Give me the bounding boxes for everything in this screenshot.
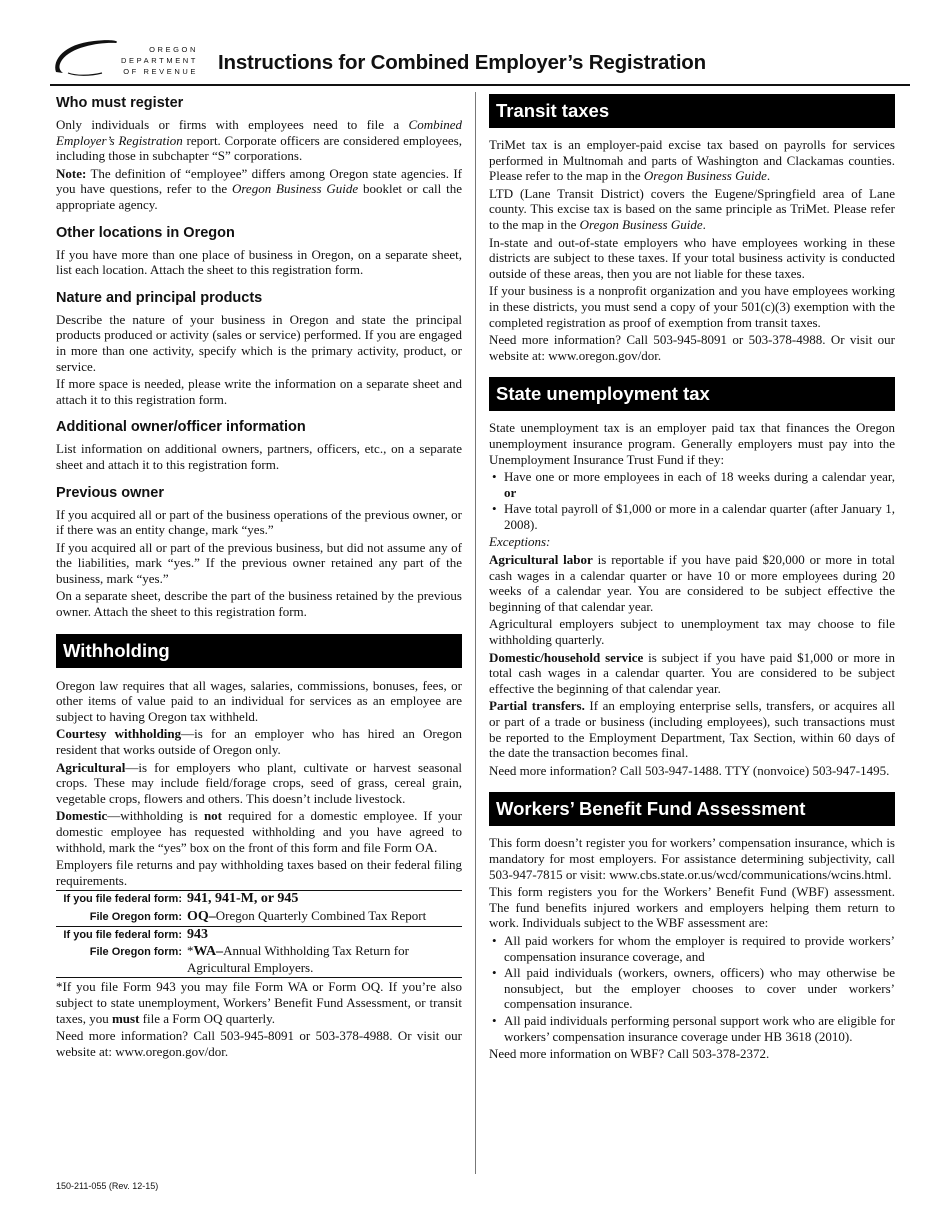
page-title: Instructions for Combined Employer’s Registration	[218, 51, 706, 74]
page-header	[50, 36, 910, 86]
section-heading: Additional owner/officer information	[56, 419, 306, 436]
fed-form-label: If you file federal form:	[63, 893, 182, 906]
bullet-list	[489, 469, 895, 532]
paragraph: If you acquired all or part of the previous business, but did not assume any of the liabilities, mark “yes.” If the previous owner retained any part of the business, mark “yes.”	[56, 539, 462, 586]
paragraph: Partial transfers. If an employing enterprise sells, transfers, or acquires all or part of a trade or business (including employees), such transactions must be reported to the Employment Department, Tax Section, within 60 days of the date the transaction becomes final.	[489, 698, 895, 761]
list-item: • All paid individuals (workers, owners, officers) who may otherwise be nonsubject, but the employer chooses to cover under workers’ compensation insurance.	[489, 965, 895, 1012]
paragraph: This form registers you for the Workers’ Benefit Fund (WBF) assessment. The fund benefits injured workers and employers helping them return to work. Individuals subject to the WBF assessment are:	[489, 884, 895, 931]
section-heading: Nature and principal products	[56, 289, 263, 306]
paragraph: Employers file returns and pay withholding taxes based on their federal filing requirements.	[56, 857, 462, 888]
section-transit-taxes	[489, 94, 895, 363]
or-form-label: File Oregon form:	[89, 910, 182, 923]
column-divider	[475, 92, 476, 1174]
form-row-fed-1	[56, 890, 462, 908]
paragraph: Domestic—withholding is not required for a domestic employee. If your domestic employee has requested withholding and you have agreed to withhold, mark the “yes” box on the front of this form and file Form OA.	[56, 808, 462, 855]
or-form-value: OQ–Oregon Quarterly Combined Tax Report	[187, 907, 427, 924]
paragraph: If you have more than one place of business in Oregon, on a separate sheet, list each location. Attach the sheet to this registration form.	[56, 246, 462, 278]
form-row-fed-2	[56, 926, 462, 944]
more-info-paragraph: Need more information? Call 503-945-8091 or 503-378-4988. Or visit our website at: www.oregon.gov/dor.	[489, 332, 895, 363]
section-banner-withholding: Withholding	[56, 634, 462, 668]
more-info-paragraph: Need more information? Call 503-945-8091 or 503-378-4988. Or visit our website at: www.oregon.gov/dor.	[56, 1028, 462, 1059]
section-state-unemployment	[489, 377, 895, 778]
section-heading: Who must register	[56, 95, 184, 111]
left-column	[56, 94, 462, 1061]
paragraph: Describe the nature of your business in Oregon and state the principal products produced or activity (sales or service) performed. If you are engaged in more than one activity, specify which is the primary activity, product, or service.	[56, 311, 462, 374]
form-row-or-1	[56, 908, 462, 926]
section-heading: Previous owner	[56, 484, 164, 501]
more-info-paragraph: Need more information on WBF? Call 503-378-2372.	[489, 1046, 770, 1062]
logo-line-3: OF REVENUE	[123, 67, 198, 76]
section-banner-wbf: Workers’ Benefit Fund Assessment	[489, 792, 895, 826]
bullet-list	[489, 933, 895, 1044]
section-nature-products	[56, 289, 462, 408]
section-other-locations	[56, 224, 462, 278]
paragraph: On a separate sheet, describe the part of the business retained by the previous owner. Attach the sheet to this registration form.	[56, 588, 462, 620]
paragraph: Agricultural—is for employers who plant, cultivate or harvest seasonal crops. These may include field/forage crops, seed of grass, cereal grain, vegetable crops, flowers and others. This doesn’t include livestock.	[56, 759, 462, 806]
note-paragraph: Note: The definition of “employee” differs among Oregon state agencies. If you have questions, refer to the Oregon Business Guide booklet or call the appropriate agency.	[56, 165, 462, 212]
paragraph: State unemployment tax is an employer paid tax that finances the Oregon unemployment insurance program. Generally employers must pay into the Unemployment Insurance Trust Fund if they:	[489, 420, 895, 467]
section-who-must-register	[56, 94, 462, 213]
paragraph: If more space is needed, please write the information on a separate sheet and attach it to this registration form.	[56, 376, 462, 407]
section-banner-transit: Transit taxes	[489, 94, 895, 128]
logo-line-1: OREGON	[149, 45, 198, 54]
right-column	[489, 94, 895, 1064]
paragraph: Oregon law requires that all wages, salaries, commissions, bonuses, fees, or other items of value paid to an individual for services as an employee are subject to having Oregon tax withheld.	[56, 677, 462, 724]
paragraph: If your business is a nonprofit organization and you have employees working in these districts, you must send a copy of your 501(c)(3) exemption with the completed registration as proof of exemption from transit taxes.	[489, 283, 895, 330]
or-form-value: *WA–Annual Withholding Tax Return for Agricultural Employers.	[187, 943, 409, 975]
oregon-dor-logo	[50, 36, 200, 82]
more-info-paragraph: Need more information? Call 503-947-1488. TTY (nonvoice) 503-947-1495.	[489, 762, 890, 778]
logo-line-2: DEPARTMENT	[121, 56, 198, 65]
list-item: • All paid workers for whom the employer is required to provide workers’ compensation insurance coverage, and	[489, 933, 895, 964]
paragraph: Only individuals or firms with employees need to file a Combined Employer’s Registration report. Corporate officers are considered employees, including those in subchapter “S” corporations.	[56, 117, 462, 164]
exceptions-label: Exceptions:	[489, 534, 551, 550]
paragraph: Domestic/household service is subject if you have paid $1,000 or more in total cash wages in a calendar quarter. You are considered to be subject effective the beginning of that calendar year.	[489, 649, 895, 696]
fed-form-value: 941, 941-M, or 945	[187, 891, 299, 907]
list-item: • Have one or more employees in each of 18 weeks during a calendar year, or	[489, 469, 895, 500]
paragraph: This form doesn’t register you for workers’ compensation insurance, which is mandatory for most employers. For assistance determining subjectivity, call 503-947-7815 or visit: www.cbs.state.or.us/wcd/communications/wcins.html.	[489, 835, 895, 882]
list-item: • Have total payroll of $1,000 or more in a calendar quarter (after January 1, 2008).	[489, 501, 895, 532]
section-workers-benefit-fund	[489, 792, 895, 1061]
form-number: 150-211-055 (Rev. 12-15)	[56, 1181, 159, 1191]
section-additional-owner	[56, 418, 462, 472]
paragraph: In-state and out-of-state employers who have employees working in these districts are subject to these taxes. If your total business activity is conducted outside of these areas, then you are not liable for these taxes.	[489, 234, 895, 281]
or-form-label: File Oregon form:	[89, 946, 182, 959]
fed-form-value: 943	[187, 926, 208, 942]
list-item: • All paid individuals performing personal support work who are eligible for workers’ compensation insurance coverage under HB 3618 (2010).	[489, 1013, 895, 1044]
paragraph: TriMet tax is an employer-paid excise tax based on payrolls for services performed in Multnomah and parts of Washington and Clackamas counties. Please refer to the map in the Oregon Business Guide.	[489, 137, 895, 184]
paragraph: List information on additional owners, partners, officers, etc., on a separate sheet and attach it to this registration form.	[56, 441, 462, 472]
section-previous-owner	[56, 484, 462, 620]
paragraph: Agricultural labor is reportable if you have paid $20,000 or more in total cash wages in a calendar quarter or have 10 or more employees during 20 weeks of a calendar year. You are considered to be subject effective the beginning of that calendar year.	[489, 552, 895, 614]
section-withholding	[56, 634, 462, 1060]
paragraph: If you acquired all or part of the business operations of the previous owner, or if there was an entity change, mark “yes.”	[56, 506, 462, 538]
paragraph: Courtesy withholding—is for an employer who has hired an Oregon resident that works outside of Oregon only.	[56, 726, 462, 758]
form-table	[56, 890, 462, 975]
section-banner-unemployment: State unemployment tax	[489, 377, 895, 411]
paragraph: Agricultural employers subject to unemployment tax may choose to file withholding quarterly.	[489, 616, 895, 648]
form-row-or-2	[56, 943, 462, 975]
paragraph: LTD (Lane Transit District) covers the Eugene/Springfield area of Lane county. This excise tax is based on the same principle as TriMet. Please refer to the map in the Oregon Business Guide.	[489, 185, 895, 232]
section-heading: Other locations in Oregon	[56, 224, 235, 241]
fed-form-label: If you file federal form:	[63, 928, 182, 941]
footnote-paragraph: *If you file Form 943 you may file Form WA or Form OQ. If you’re also subject to state unemployment, Workers’ Benefit Fund Assessment, or transit taxes, you must file a Form OQ quarterly.	[56, 979, 462, 1026]
